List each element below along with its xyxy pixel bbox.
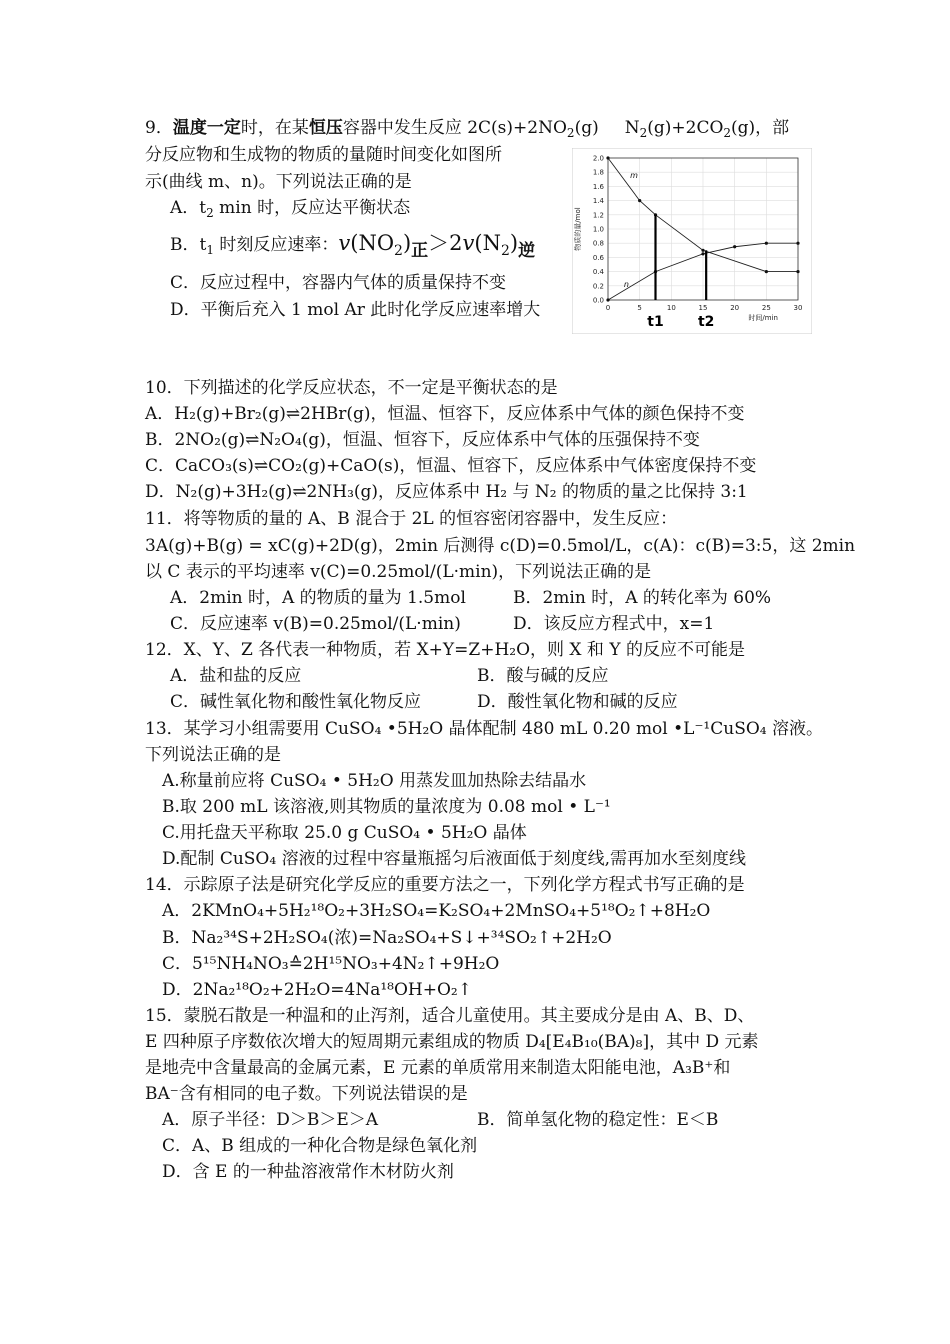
- x-tick-label: 30: [793, 304, 803, 312]
- q12-option-c: C．碱性氧化物和酸性氧化物反应: [170, 692, 422, 712]
- y-tick-label: 2.0: [592, 154, 604, 163]
- q12-option-b: B．酸与碱的反应: [477, 666, 609, 686]
- q15-option-c: C．A、B 组成的一种化合物是绿色氧化剂: [162, 1136, 478, 1156]
- q9-option-d: D．平衡后充入 1 mol Ar 此时化学反应速率增大: [170, 300, 541, 320]
- q15-stem-line2: E 四种原子序数依次增大的短周期元素组成的物质 D₄[E₄B₁₀(BA)₈]，其中 D 元素: [145, 1032, 759, 1052]
- data-point-n: [796, 242, 799, 245]
- q13-stem: 13．某学习小组需要用 CuSO₄ •5H₂O 晶体配制 480 mL 0.20 mol •L⁻¹CuSO₄ 溶液。: [145, 719, 823, 739]
- q14-option-c: C．5¹⁵NH₄NO₃≙2H¹⁵NO₃+4N₂↑+9H₂O: [162, 954, 500, 974]
- q9-option-a: A．$t_2$ min 时，反应达平衡状态: [170, 198, 411, 220]
- x-tick-label: 25: [761, 304, 771, 312]
- x-tick-label: 5: [637, 304, 642, 312]
- data-point-m: [701, 249, 704, 252]
- y-tick-label: 0.8: [592, 239, 604, 248]
- y-tick-label: 0.0: [592, 296, 604, 305]
- data-point-m: [606, 156, 609, 159]
- data-point-m: [638, 199, 641, 202]
- q10-option-a: A．H₂(g)+Br₂(g)⇌2HBr(g)，恒温、恒容下，反应体系中气体的颜色保持不变: [145, 404, 745, 424]
- q14-option-d: D．2Na₂¹⁸O₂+2H₂O=4Na¹⁸OH+O₂↑: [162, 980, 472, 1000]
- data-point-n: [765, 242, 768, 245]
- series-label-n: n: [623, 280, 629, 290]
- q10-option-c: C．CaCO₃(s)⇌CO₂(g)+CaO(s)，恒温、恒容下，反应体系中气体密度保持不变: [145, 456, 757, 476]
- data-point-n: [733, 245, 736, 248]
- marker-label-t2: t2: [697, 314, 715, 330]
- q15-stem-line3: 是地壳中含量最高的金属元素，E 元素的单质常用来制造太阳能电池，A₃B⁺和: [145, 1058, 731, 1078]
- data-point-n: [701, 252, 704, 255]
- q9-stem-line3: 示(曲线 m、n)。下列说法正确的是: [145, 172, 412, 192]
- q12-stem: 12．X、Y、Z 各代表一种物质，若 X+Y=Z+H₂O，则 X 和 Y 的反应不可能是: [145, 640, 745, 660]
- q12-option-d: D．酸性氧化物和碱的反应: [477, 692, 678, 712]
- q13-option-c: C.用托盘天平称取 25.0 g CuSO₄ • 5H₂O 晶体: [162, 823, 527, 843]
- q9-stem-line2: 分反应物和生成物的物质的量随时间变化如图所: [145, 145, 502, 165]
- y-axis-title: 物质的量/mol: [574, 207, 582, 251]
- x-tick-label: 15: [698, 304, 708, 312]
- q10-option-b: B．2NO₂(g)⇌N₂O₄(g)，恒温、恒容下，反应体系中气体的压强保持不变: [145, 430, 700, 450]
- x-tick-label: 10: [666, 304, 676, 312]
- y-tick-label: 1.2: [592, 211, 604, 220]
- q11-stem: 11．将等物质的量的 A、B 混合于 2L 的恒容密闭容器中，发生反应：: [145, 509, 678, 529]
- q9-stem-line1: 9．温度一定时，在某恒压容器中发生反应 $2C(s)+2NO_2(g)$ $N_2(g)+2CO_2(g)$，部: [145, 118, 790, 140]
- q13-option-d: D.配制 CuSO₄ 溶液的过程中容量瓶摇匀后液面低于刻度线,需再加水至刻度线: [162, 849, 746, 869]
- y-tick-label: 0.4: [592, 268, 604, 277]
- data-point-n: [606, 298, 609, 301]
- q15-stem-line4: BA⁻含有相同的电子数。下列说法错误的是: [145, 1084, 468, 1104]
- q11-stem-line2: 3A(g)+B(g) = xC(g)+2D(g)，2min 后测得 c(D)=0.5mol/L，c(A)：c(B)=3:5，这 2min: [145, 536, 856, 556]
- data-point-m: [765, 270, 768, 273]
- data-point-m: [796, 270, 799, 273]
- q15-option-a: A．原子半径：D＞B＞E＞A: [162, 1110, 379, 1130]
- q9-option-c: C．反应过程中，容器内气体的质量保持不变: [170, 273, 507, 293]
- marker-label-t1: t1: [647, 314, 664, 330]
- q15-option-d: D．含 E 的一种盐溶液常作木材防火剂: [162, 1162, 454, 1182]
- q11-option-c: C．反应速率 v(B)=0.25mol/(L·min): [170, 614, 461, 634]
- q10-stem: 10．下列描述的化学反应状态，不一定是平衡状态的是: [145, 378, 558, 398]
- y-tick-label: 1.4: [592, 197, 604, 206]
- series-label-m: m: [630, 170, 638, 180]
- q13-option-a: A.称量前应将 CuSO₄ • 5H₂O 用蒸发皿加热除去结晶水: [162, 771, 587, 791]
- q14-stem: 14．示踪原子法是研究化学反应的重要方法之一，下列化学方程式书写正确的是: [145, 875, 745, 895]
- q11-option-a: A．2min 时，A 的物质的量为 1.5mol: [170, 588, 466, 608]
- q14-option-b: B．Na₂³⁴S+2H₂SO₄(浓)=Na₂SO₄+S↓+³⁴SO₂↑+2H₂O: [162, 928, 612, 948]
- q12-option-a: A．盐和盐的反应: [170, 666, 302, 686]
- q15-stem: 15．蒙脱石散是一种温和的止泻剂，适合儿童使用。其主要成分是由 A、B、D、: [145, 1006, 755, 1026]
- q13-option-b: B.取 200 mL 该溶液,则其物质的量浓度为 0.08 mol • L⁻¹: [162, 797, 611, 817]
- q14-option-a: A．2KMnO₄+5H₂¹⁸O₂+3H₂SO₄=K₂SO₄+2MnSO₄+5¹⁸O₂↑+8H₂O: [162, 901, 711, 921]
- q11-option-d: D．该反应方程式中，x=1: [513, 614, 715, 634]
- q11-option-b: B．2min 时，A 的转化率为 60%: [513, 588, 772, 608]
- x-axis-title: 时间/min: [748, 314, 778, 322]
- q11-stem-line3: 以 C 表示的平均速率 v(C)=0.25mol/(L·min)，下列说法正确的是: [145, 562, 652, 582]
- q15-option-b: B．简单氢化物的稳定性：E＜B: [477, 1110, 719, 1130]
- y-tick-label: 0.2: [592, 282, 604, 291]
- x-tick-label: 0: [605, 304, 611, 312]
- y-tick-label: 0.6: [592, 253, 604, 262]
- y-tick-label: 1.0: [592, 225, 604, 234]
- mole-time-chart: [572, 148, 812, 334]
- y-tick-label: 1.8: [592, 168, 604, 177]
- y-tick-label: 1.6: [592, 182, 604, 191]
- q13-stem-line2: 下列说法正确的是: [145, 745, 281, 765]
- q10-option-d: D．N₂(g)+3H₂(g)⇌2NH₃(g)，反应体系中 H₂ 与 N₂ 的物质的量之比保持 3:1: [145, 482, 748, 502]
- x-tick-label: 20: [730, 304, 740, 312]
- q9-option-b: B．$t_1$ 时刻反应速率：$v(NO_2)$正$>2v(N_2)$逆: [170, 231, 536, 261]
